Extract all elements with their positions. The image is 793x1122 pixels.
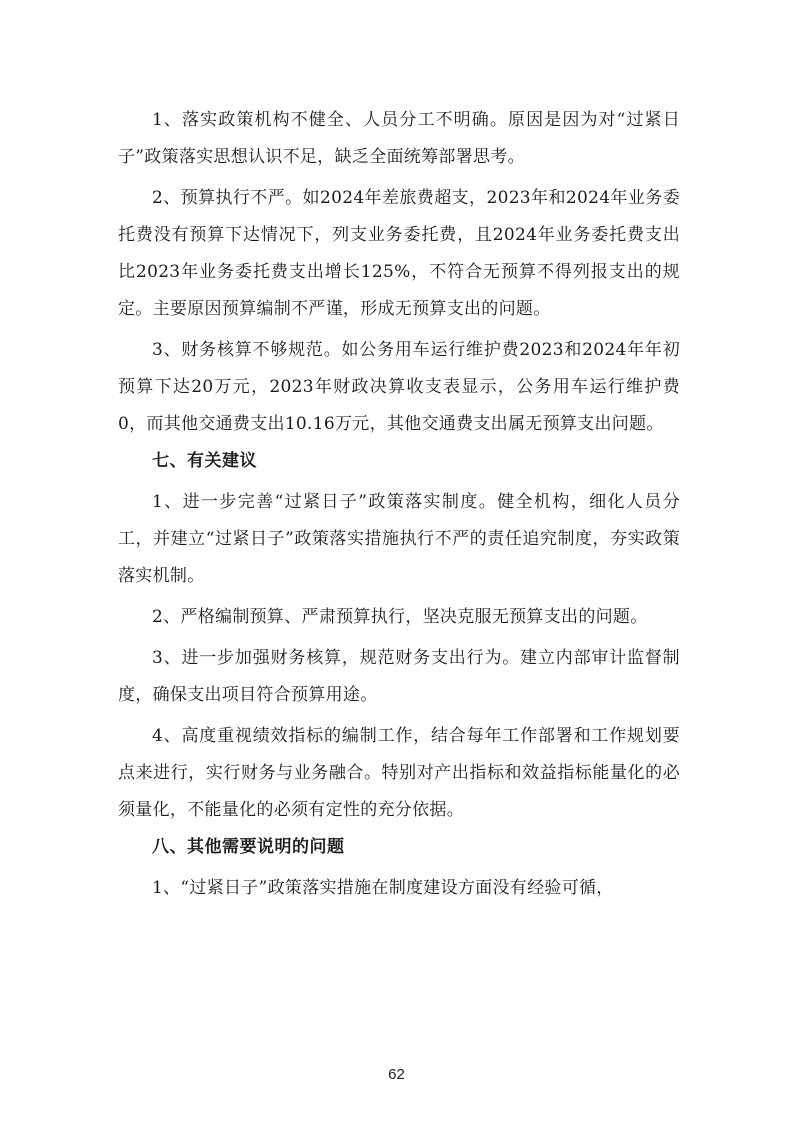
document-body — [118, 102, 680, 907]
paragraph-suggestion-3: 3、进一步加强财务核算，规范财务支出行为。建立内部审计监督制度，确保支出项目符合预算用途。 — [118, 648, 680, 705]
paragraph-issue-3: 3、财务核算不够规范。如公务用车运行维护费2023和2024年年初预算下达20万元，2023年财政决算收支表显示，公务用车运行维护费0，而其他交通费支出10.16万元，其他交通费支出属无预算支出问题。 — [118, 340, 680, 434]
paragraph-issue-1: 1、落实政策机构不健全、人员分工不明确。原因是因为对“过紧日子”政策落实思想认识不足，缺乏全面统筹部署思考。 — [118, 110, 680, 167]
section-heading-eight: 八、其他需要说明的问题 — [152, 837, 345, 857]
page-number: 62 — [388, 1066, 405, 1083]
paragraph-suggestion-2: 2、严格编制预算、严肃预算执行，坚决克服无预算支出的问题。 — [152, 607, 648, 627]
paragraph-suggestion-4: 4、高度重视绩效指标的编制工作，结合每年工作部署和工作规划要点来进行，实行财务与业务融合。特别对产出指标和效益指标能量化的必须量化，不能量化的必须有定性的充分依据。 — [118, 726, 680, 820]
section-heading-seven: 七、有关建议 — [152, 451, 257, 471]
paragraph-suggestion-1: 1、进一步完善“过紧日子”政策落实制度。健全机构，细化人员分工，并建立“过紧日子”政策落实措施执行不严的责任追究制度，夯实政策落实机制。 — [118, 492, 680, 586]
paragraph-other-1: 1、“过紧日子”政策落实措施在制度建设方面没有经验可循， — [152, 878, 614, 898]
paragraph-issue-2: 2、预算执行不严。如2024年差旅费超支，2023年和2024年业务委托费没有预算下达情况下，列支业务委托费，且2024年业务委托费支出比2023年业务委托费支出增长125%，不符合无预算不得列报支出的规定。主要原因预算编制不严谨，形成无预算支出的问题。 — [118, 188, 680, 319]
